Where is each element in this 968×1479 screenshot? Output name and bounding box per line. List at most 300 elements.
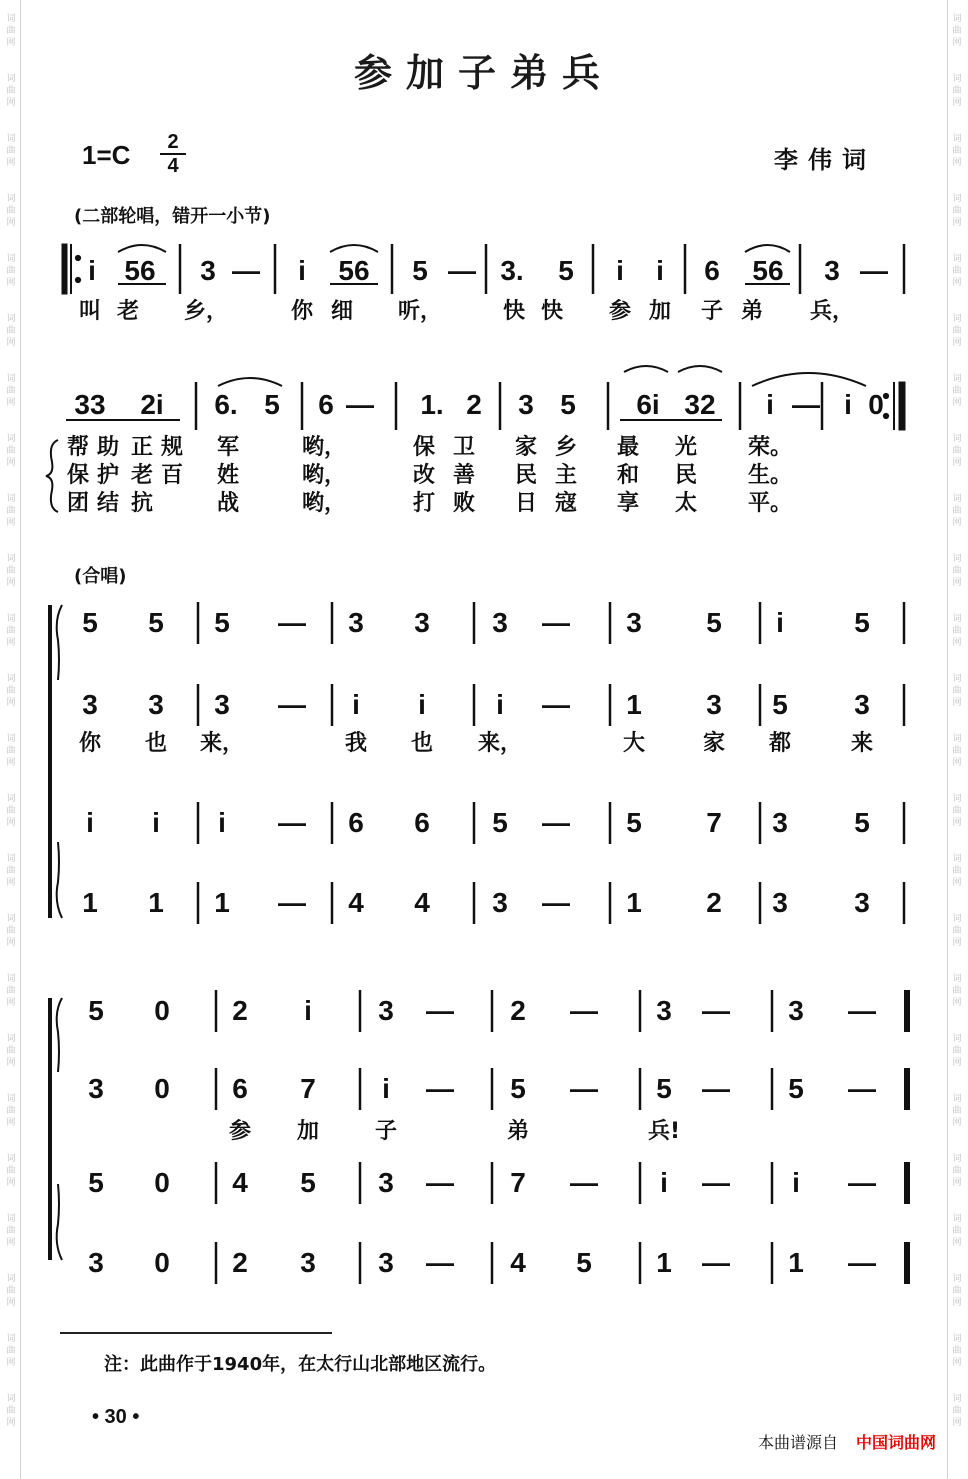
part-4-note: 1 xyxy=(82,887,98,918)
repeat-dot xyxy=(75,255,80,260)
watermark-glyph: 曲 xyxy=(952,386,962,396)
part-4-note: 0 xyxy=(154,1247,170,1278)
watermark-glyph: 曲 xyxy=(952,1046,962,1056)
watermark-glyph: 网 xyxy=(6,758,16,768)
part-4-note: 3 xyxy=(300,1247,316,1278)
lyric-char: 来 xyxy=(850,731,874,756)
watermark-glyph: 词 xyxy=(6,74,16,84)
part-4-note: 3 xyxy=(492,887,508,918)
part-3-note: — xyxy=(848,1167,876,1198)
note: 5 xyxy=(264,389,280,420)
note: 5 xyxy=(558,255,574,286)
lyric-char: 快 xyxy=(502,299,526,324)
slur xyxy=(752,373,866,386)
watermark-glyph: 曲 xyxy=(952,506,962,516)
part-3-note: — xyxy=(570,1167,598,1198)
note: 6 xyxy=(704,255,720,286)
part-3-note: i xyxy=(660,1167,668,1198)
watermark-glyph: 网 xyxy=(6,698,16,708)
watermark-glyph: 曲 xyxy=(6,386,16,396)
lyric-char: 来， xyxy=(199,731,245,756)
lyric-char: 细 xyxy=(330,299,354,324)
system3-frame xyxy=(50,605,62,918)
note: 1. xyxy=(420,389,444,420)
verse-1-char: 哟， xyxy=(301,435,347,460)
watermark-glyph: 网 xyxy=(952,158,962,168)
watermark-glyph: 词 xyxy=(952,194,962,204)
part-1-note: 3 xyxy=(626,607,642,638)
note: 56 xyxy=(124,255,156,286)
watermark-glyph: 曲 xyxy=(6,1046,16,1056)
watermark-glyph: 词 xyxy=(952,974,962,984)
system-brace-bottom xyxy=(57,842,62,918)
watermark-glyph: 词 xyxy=(6,674,16,684)
watermark-glyph: 曲 xyxy=(952,146,962,156)
watermark-glyph: 网 xyxy=(952,1178,962,1188)
watermark-glyph: 网 xyxy=(6,1298,16,1308)
part-2-note: — xyxy=(542,689,570,720)
watermark-glyph: 词 xyxy=(952,134,962,144)
source-site[interactable]: 中国词曲网 xyxy=(855,1433,936,1452)
watermark-glyph: 网 xyxy=(952,1058,962,1068)
watermark-glyph: 网 xyxy=(6,938,16,948)
watermark-glyph: 曲 xyxy=(952,446,962,456)
part-2-note: 3 xyxy=(88,1073,104,1104)
watermark-glyph: 曲 xyxy=(952,266,962,276)
watermark-glyph: 词 xyxy=(952,374,962,384)
verse-3-char: 日 xyxy=(514,491,538,516)
final-barline xyxy=(904,990,910,1032)
lyric-char: 叫 xyxy=(78,299,102,324)
lyric-char: 快 xyxy=(540,299,564,324)
lyric-char: 也 xyxy=(410,731,434,756)
watermark-glyph: 曲 xyxy=(6,866,16,876)
final-barline xyxy=(904,1068,910,1110)
part-3-note: 5 xyxy=(300,1167,316,1198)
watermark-glyph: 曲 xyxy=(6,266,16,276)
watermark-glyph: 词 xyxy=(952,1034,962,1044)
verse-3-char: 团 xyxy=(66,491,90,516)
meter-bottom: 4 xyxy=(167,155,179,177)
verse-2-char: 民 xyxy=(674,463,698,488)
part-1-note: 5 xyxy=(214,607,230,638)
system2-lyrics xyxy=(67,434,792,516)
note: — xyxy=(232,255,260,286)
watermark-glyph: 网 xyxy=(952,338,962,348)
part-1-note: 2 xyxy=(510,995,526,1026)
watermark-glyph: 网 xyxy=(6,818,16,828)
part-2-note: — xyxy=(426,1073,454,1104)
part-3-note: i xyxy=(218,807,226,838)
watermark-glyph: 词 xyxy=(6,14,16,24)
watermark-glyph: 词 xyxy=(952,74,962,84)
watermark-glyph: 曲 xyxy=(952,986,962,996)
watermark-glyph: 网 xyxy=(6,278,16,288)
watermark-glyph: 曲 xyxy=(6,566,16,576)
part-2-note: 5 xyxy=(772,689,788,720)
watermark-glyph: 词 xyxy=(6,1214,16,1224)
watermark-glyph: 词 xyxy=(6,1154,16,1164)
part-3-note: 3 xyxy=(378,1167,394,1198)
part-1-note: — xyxy=(278,607,306,638)
watermark-glyph: 曲 xyxy=(6,1346,16,1356)
watermark-glyph: 网 xyxy=(952,1298,962,1308)
watermark-glyph: 词 xyxy=(6,134,16,144)
part-1-note: 5 xyxy=(706,607,722,638)
verse-1-char: 光 xyxy=(674,435,698,460)
watermark-glyph: 词 xyxy=(952,1334,962,1344)
part-2-note: — xyxy=(278,689,306,720)
watermark-glyph: 词 xyxy=(952,1394,962,1404)
note: 5 xyxy=(412,255,428,286)
watermark-glyph: 曲 xyxy=(952,926,962,936)
part-1-note: 3 xyxy=(348,607,364,638)
part-3-note: 3 xyxy=(772,807,788,838)
slur xyxy=(118,245,166,252)
final-barline xyxy=(904,1242,910,1284)
watermark-glyph: 曲 xyxy=(952,206,962,216)
note: — xyxy=(792,389,820,420)
part-1-note: 3 xyxy=(378,995,394,1026)
repeat-start-thick xyxy=(62,244,67,294)
verse-2-char: 民 xyxy=(514,463,538,488)
watermark-glyph: 曲 xyxy=(6,1106,16,1116)
watermark-glyph: 网 xyxy=(952,1418,962,1428)
part-4-note: — xyxy=(848,1247,876,1278)
note: i xyxy=(656,255,664,286)
final-thick xyxy=(899,382,905,430)
part-1-note: 2 xyxy=(232,995,248,1026)
part-4-note: 4 xyxy=(510,1247,526,1278)
lyric-char: 子 xyxy=(700,299,724,324)
final-barline xyxy=(904,1162,910,1204)
watermark-glyph: 曲 xyxy=(6,146,16,156)
watermark-glyph: 词 xyxy=(6,734,16,744)
note: 3 xyxy=(824,255,840,286)
chorus-instruction: (合唱) xyxy=(74,566,127,587)
watermark-glyph: 曲 xyxy=(6,326,16,336)
lyric-char: 兵， xyxy=(809,299,855,324)
slur xyxy=(624,366,668,372)
lyric-char: 我 xyxy=(344,731,368,756)
part-1-note: 0 xyxy=(154,995,170,1026)
footnote-rule xyxy=(60,1332,332,1334)
watermark-glyph: 网 xyxy=(6,1058,16,1068)
part-4-note: 1 xyxy=(656,1247,672,1278)
part-4-note: — xyxy=(278,887,306,918)
part-3-note: — xyxy=(702,1167,730,1198)
note: 3 xyxy=(518,389,534,420)
part-1-note: 5 xyxy=(148,607,164,638)
watermark-glyph: 网 xyxy=(952,758,962,768)
watermark-glyph: 词 xyxy=(6,974,16,984)
lyric-char: 来， xyxy=(477,731,523,756)
lyric-char: 你 xyxy=(290,299,314,324)
watermark-glyph: 词 xyxy=(6,374,16,384)
verse-3-char: 败 xyxy=(452,491,476,516)
part-4-note: 2 xyxy=(706,887,722,918)
part-4-note: 3 xyxy=(88,1247,104,1278)
watermark-glyph: 网 xyxy=(952,878,962,888)
note: i xyxy=(298,255,306,286)
part-4-note: 1 xyxy=(214,887,230,918)
part-4-note: 1 xyxy=(148,887,164,918)
part-4-note: 3 xyxy=(378,1247,394,1278)
watermark-glyph: 词 xyxy=(952,1154,962,1164)
verse-1-char: 规 xyxy=(160,435,184,460)
verse-2-char: 主 xyxy=(554,463,578,488)
watermark-glyph: 曲 xyxy=(952,1346,962,1356)
watermark-glyph: 网 xyxy=(952,518,962,528)
watermark-glyph: 网 xyxy=(6,398,16,408)
watermark-glyph: 网 xyxy=(952,1118,962,1128)
part-2-note: 3 xyxy=(82,689,98,720)
watermark-glyph: 网 xyxy=(6,1238,16,1248)
note: — xyxy=(860,255,888,286)
verse-3-char: 寇 xyxy=(554,491,578,516)
lyric-char: 加 xyxy=(648,299,672,324)
verse-3-char: 结 xyxy=(96,491,120,516)
slur xyxy=(678,366,722,372)
verse-3-char: 享 xyxy=(616,491,640,516)
part-3-note: i xyxy=(86,807,94,838)
verse-2-char: 保 xyxy=(66,463,90,488)
watermark-glyph: 网 xyxy=(6,1418,16,1428)
watermark-glyph: 曲 xyxy=(952,326,962,336)
watermark-glyph: 曲 xyxy=(6,1226,16,1236)
watermark-glyph: 网 xyxy=(952,578,962,588)
watermark-glyph: 曲 xyxy=(6,1286,16,1296)
part-1-note: — xyxy=(426,995,454,1026)
watermark-glyph: 网 xyxy=(952,938,962,948)
watermark-glyph: 词 xyxy=(952,734,962,744)
note: 6i xyxy=(636,389,660,420)
watermark-glyph: 曲 xyxy=(952,806,962,816)
watermark-glyph: 曲 xyxy=(6,86,16,96)
repeat-dot xyxy=(75,277,80,282)
song-title: 参加子弟兵 xyxy=(353,50,614,95)
note: 2i xyxy=(140,389,164,420)
watermark-glyph: 网 xyxy=(952,1358,962,1368)
verse-2-char: 哟， xyxy=(301,463,347,488)
verse-1-char: 乡 xyxy=(554,435,578,460)
part-3-note: — xyxy=(542,807,570,838)
watermark-glyph: 词 xyxy=(6,194,16,204)
round-instruction: (二部轮唱，错开一小节) xyxy=(74,206,271,227)
verse-1-char: 帮 xyxy=(66,435,90,460)
watermark-glyph: 网 xyxy=(952,458,962,468)
lyric-char: 听， xyxy=(397,299,443,324)
watermark-glyph: 词 xyxy=(6,1394,16,1404)
part-3-note: — xyxy=(426,1167,454,1198)
note: 2 xyxy=(466,389,482,420)
verse-brace xyxy=(46,440,58,512)
watermark-glyph: 词 xyxy=(6,254,16,264)
watermark-glyph: 词 xyxy=(6,1334,16,1344)
verse-3-char: 哟， xyxy=(301,491,347,516)
part-1-note: i xyxy=(776,607,784,638)
part-1-note: 3 xyxy=(414,607,430,638)
note: 3. xyxy=(500,255,524,286)
watermark-glyph: 曲 xyxy=(952,1106,962,1116)
slur xyxy=(218,378,282,386)
footnote: 注：此曲作于1940年，在太行山北部地区流行。 xyxy=(104,1354,497,1375)
part-2-note: 1 xyxy=(626,689,642,720)
part-2-note: 3 xyxy=(706,689,722,720)
verse-1-char: 卫 xyxy=(452,435,476,460)
part-2-note: — xyxy=(570,1073,598,1104)
part-1-note: — xyxy=(570,995,598,1026)
watermark-glyph: 曲 xyxy=(6,206,16,216)
watermark-glyph: 网 xyxy=(952,638,962,648)
watermark-glyph: 词 xyxy=(952,914,962,924)
watermark-glyph: 曲 xyxy=(952,86,962,96)
verse-1-char: 最 xyxy=(616,435,640,460)
note: 6 xyxy=(318,389,334,420)
part-1-note: 3 xyxy=(788,995,804,1026)
part-3-note: 0 xyxy=(154,1167,170,1198)
part-2-note: — xyxy=(702,1073,730,1104)
watermark-glyph: 曲 xyxy=(952,866,962,876)
part-3-note: 5 xyxy=(626,807,642,838)
watermark-glyph: 曲 xyxy=(6,506,16,516)
part-1-note: 5 xyxy=(88,995,104,1026)
system4-parts xyxy=(88,990,910,1284)
watermark-glyph: 网 xyxy=(6,638,16,648)
watermark-glyph: 词 xyxy=(6,1034,16,1044)
part-3-note: 6 xyxy=(348,807,364,838)
watermark-glyph: 网 xyxy=(6,158,16,168)
lyric-char: 子 xyxy=(374,1119,398,1144)
lyric-char: 大 xyxy=(622,731,646,756)
watermark-glyph: 词 xyxy=(952,794,962,804)
part-1-note: 3 xyxy=(656,995,672,1026)
part-1-note: — xyxy=(848,995,876,1026)
lyric-char: 兵! xyxy=(647,1119,681,1144)
part-2-note: 5 xyxy=(656,1073,672,1104)
part-4-note: 5 xyxy=(576,1247,592,1278)
watermark-glyph: 词 xyxy=(6,434,16,444)
verse-2-char: 百 xyxy=(160,463,184,488)
watermark-glyph: 曲 xyxy=(6,806,16,816)
watermark-glyph: 词 xyxy=(952,854,962,864)
verse-2-char: 护 xyxy=(96,463,120,488)
part-2-note: 6 xyxy=(232,1073,248,1104)
part-4-note: 3 xyxy=(854,887,870,918)
part-2-note: — xyxy=(848,1073,876,1104)
part-4-note: — xyxy=(426,1247,454,1278)
part-3-note: i xyxy=(152,807,160,838)
verse-1-char: 家 xyxy=(514,435,538,460)
lyric-char: 乡， xyxy=(183,299,229,324)
note: 32 xyxy=(684,389,716,420)
system1-lyrics xyxy=(79,298,854,324)
slur xyxy=(745,245,790,252)
watermark-glyph: 网 xyxy=(952,398,962,408)
lyric-char: 弟 xyxy=(740,299,764,324)
watermark-glyph: 曲 xyxy=(6,926,16,936)
part-3-note: 7 xyxy=(510,1167,526,1198)
watermark-glyph: 词 xyxy=(952,254,962,264)
part-3-note: 5 xyxy=(88,1167,104,1198)
watermark-glyph: 词 xyxy=(952,674,962,684)
verse-1-char: 正 xyxy=(130,435,154,460)
watermark-glyph: 网 xyxy=(6,98,16,108)
watermark-glyph: 网 xyxy=(952,98,962,108)
system-brace-top xyxy=(57,998,62,1072)
watermark-glyph: 词 xyxy=(952,314,962,324)
watermark-glyph: 网 xyxy=(952,1238,962,1248)
page-number: • 30 • xyxy=(92,1406,140,1428)
watermark-glyph: 词 xyxy=(6,494,16,504)
watermark-glyph: 词 xyxy=(952,494,962,504)
verse-2-char: 姓 xyxy=(216,463,240,488)
system1-notes xyxy=(88,255,888,286)
watermark-glyph: 词 xyxy=(952,614,962,624)
part-1-note: — xyxy=(542,607,570,638)
watermark-glyph: 曲 xyxy=(6,626,16,636)
system-brace-bottom xyxy=(57,1184,62,1260)
watermark-glyph: 网 xyxy=(952,818,962,828)
watermark-glyph: 词 xyxy=(952,1214,962,1224)
note: 6. xyxy=(214,389,238,420)
note: 33 xyxy=(74,389,106,420)
watermark-glyph: 网 xyxy=(6,458,16,468)
watermark-glyph: 曲 xyxy=(6,1166,16,1176)
watermark-glyph: 网 xyxy=(952,698,962,708)
lyric-char: 你 xyxy=(78,731,102,756)
watermark-glyph: 词 xyxy=(6,314,16,324)
part-1-note: 3 xyxy=(492,607,508,638)
system4-lyrics xyxy=(229,1118,680,1144)
watermark-glyph: 网 xyxy=(952,998,962,1008)
part-3-note: 5 xyxy=(492,807,508,838)
watermark-glyph: 词 xyxy=(952,14,962,24)
verse-2-char: 和 xyxy=(616,463,640,488)
part-2-note: 0 xyxy=(154,1073,170,1104)
note: i xyxy=(766,389,774,420)
watermark-glyph: 词 xyxy=(952,1274,962,1284)
note: i xyxy=(616,255,624,286)
watermark-glyph: 网 xyxy=(6,578,16,588)
verse-2-char: 生。 xyxy=(747,463,793,488)
repeat-dot xyxy=(883,413,888,418)
verse-1-char: 助 xyxy=(96,435,120,460)
part-4-note: 3 xyxy=(772,887,788,918)
meter-top: 2 xyxy=(167,131,179,153)
note: — xyxy=(448,255,476,286)
part-2-note: 3 xyxy=(214,689,230,720)
part-2-note: 3 xyxy=(854,689,870,720)
key-signature: 1=C xyxy=(82,140,131,170)
watermark-glyph: 曲 xyxy=(952,26,962,36)
watermark-glyph: 网 xyxy=(952,278,962,288)
part-3-note: 4 xyxy=(232,1167,248,1198)
watermark-glyph: 曲 xyxy=(952,1286,962,1296)
watermark-glyph: 曲 xyxy=(952,566,962,576)
watermark-glyph: 网 xyxy=(6,1178,16,1188)
lyric-char: 弟 xyxy=(506,1119,530,1144)
verse-3-char: 打 xyxy=(412,491,436,516)
part-4-note: 4 xyxy=(348,887,364,918)
watermark-glyph: 网 xyxy=(6,1358,16,1368)
note: 5 xyxy=(560,389,576,420)
part-2-note: i xyxy=(418,689,426,720)
part-3-note: 7 xyxy=(706,807,722,838)
watermark-glyph: 曲 xyxy=(6,26,16,36)
verse-1-char: 军 xyxy=(216,435,240,460)
watermark-glyph: 网 xyxy=(6,38,16,48)
